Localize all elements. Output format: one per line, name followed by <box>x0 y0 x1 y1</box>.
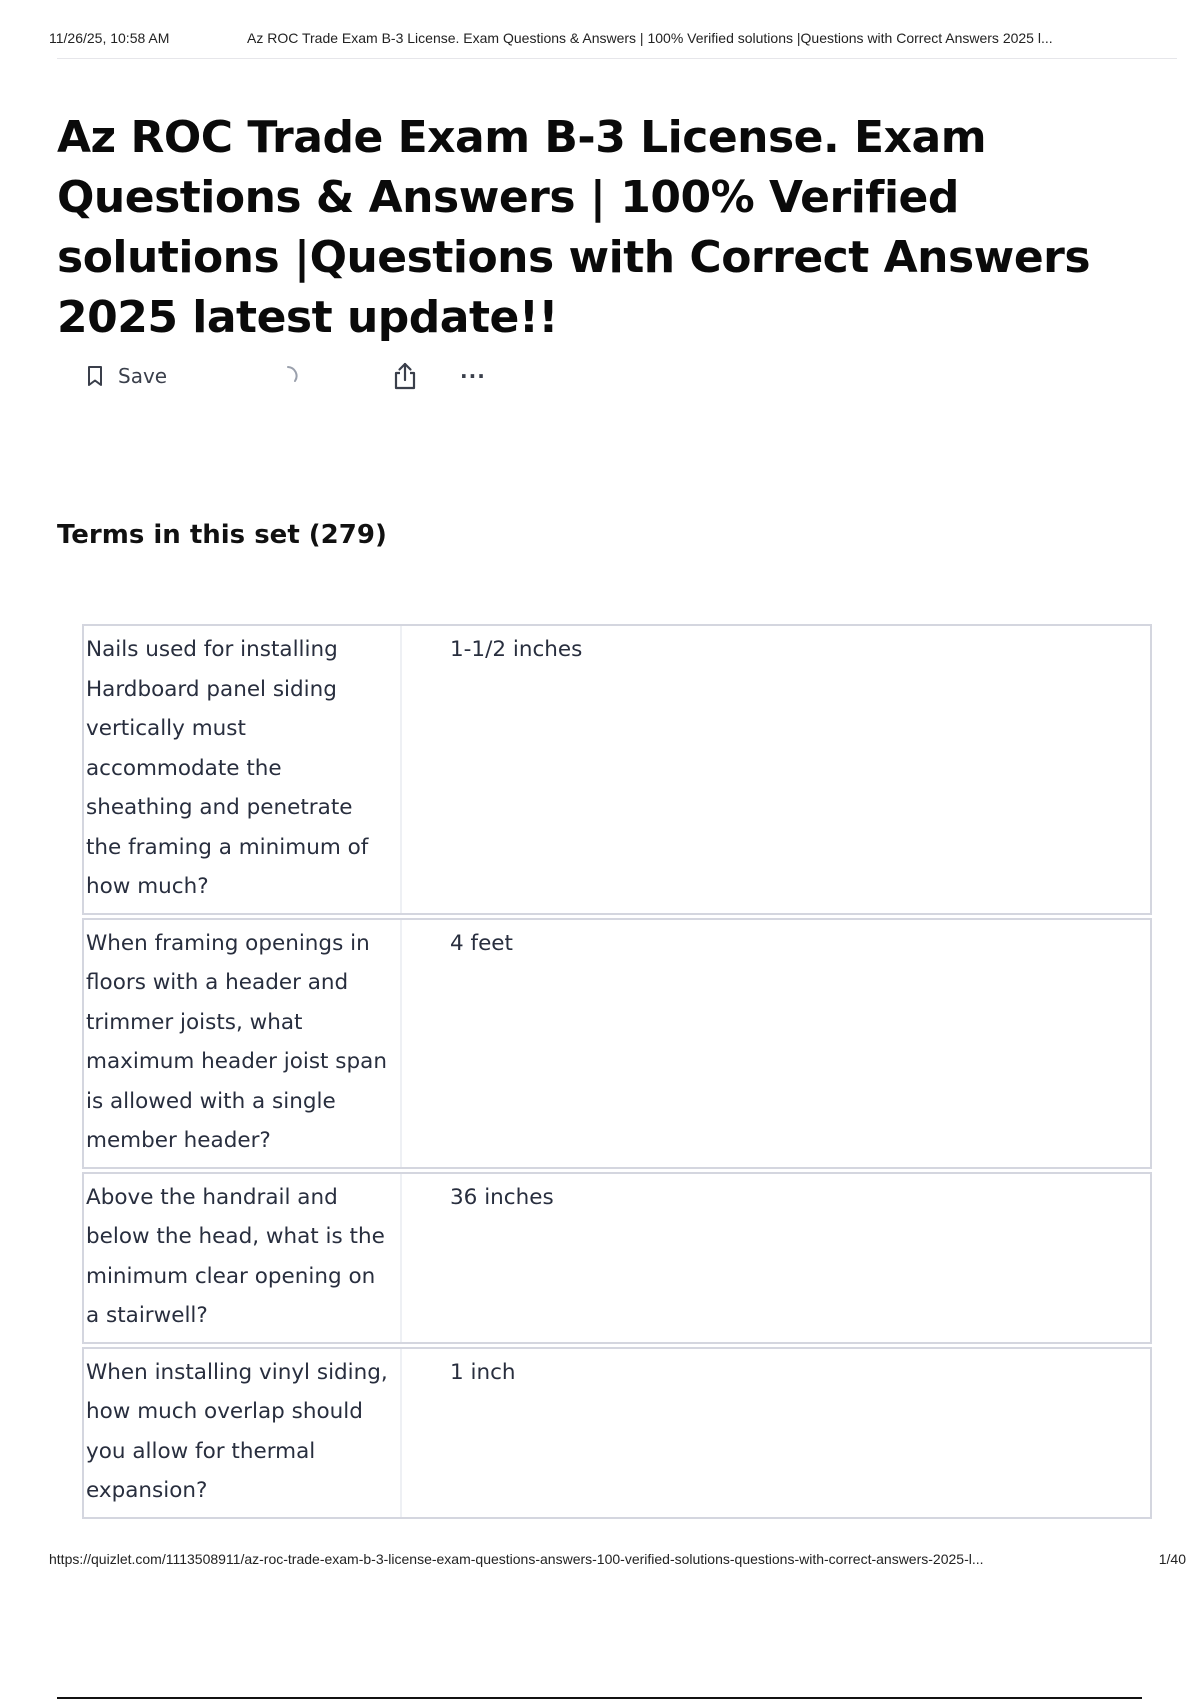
page-title: Az ROC Trade Exam B-3 License. Exam Questions & Answers | 100% Verified solutions |Questions with Correct Answers 2025 latest update!! <box>57 112 1091 343</box>
print-doc-title: Az ROC Trade Exam B-3 License. Exam Questions & Answers | 100% Verified solutions |Questions with Correct Answers 2025 l... <box>247 30 1053 46</box>
term-row <box>82 918 1152 1169</box>
terms-list <box>82 624 1152 1522</box>
header-divider <box>57 58 1177 59</box>
term-word: When framing openings in floors with a header and trimmer joists, what maximum header joist span is allowed with a single member header? <box>84 920 402 1167</box>
term-word: When installing vinyl siding, how much overlap should you allow for thermal expansion? <box>84 1349 402 1517</box>
bottom-divider <box>57 1697 1142 1699</box>
term-word: Nails used for installing Hardboard panel siding vertically must accommodate the sheathing and penetrate the framing a minimum of how much? <box>84 626 402 913</box>
save-label: Save <box>118 364 168 388</box>
bookmark-icon <box>86 365 104 387</box>
term-row <box>82 624 1152 915</box>
terms-heading: Terms in this set (279) <box>57 520 387 550</box>
print-header <box>49 30 1176 50</box>
term-row <box>82 1172 1152 1344</box>
share-icon[interactable] <box>392 361 418 391</box>
print-datetime: 11/26/25, 10:58 AM <box>49 30 170 46</box>
action-bar <box>86 360 486 392</box>
term-row <box>82 1347 1152 1519</box>
term-definition: 1 inch <box>450 1359 516 1385</box>
save-button[interactable] <box>86 364 276 388</box>
loading-spinner-icon <box>276 364 300 388</box>
page-url: https://quizlet.com/1113508911/az-roc-trade-exam-b-3-license-exam-questions-answers-100-verified-solutions-questions-with-correct-answers-2025-l... <box>49 1551 984 1567</box>
term-word: Above the handrail and below the head, what is the minimum clear opening on a stairwell? <box>84 1174 402 1342</box>
term-definition: 36 inches <box>450 1184 554 1210</box>
term-definition: 1-1/2 inches <box>450 637 583 662</box>
page-number: 1/40 <box>1158 1551 1186 1567</box>
more-options-icon[interactable]: ··· <box>460 364 486 388</box>
term-definition: 4 feet <box>450 930 513 956</box>
